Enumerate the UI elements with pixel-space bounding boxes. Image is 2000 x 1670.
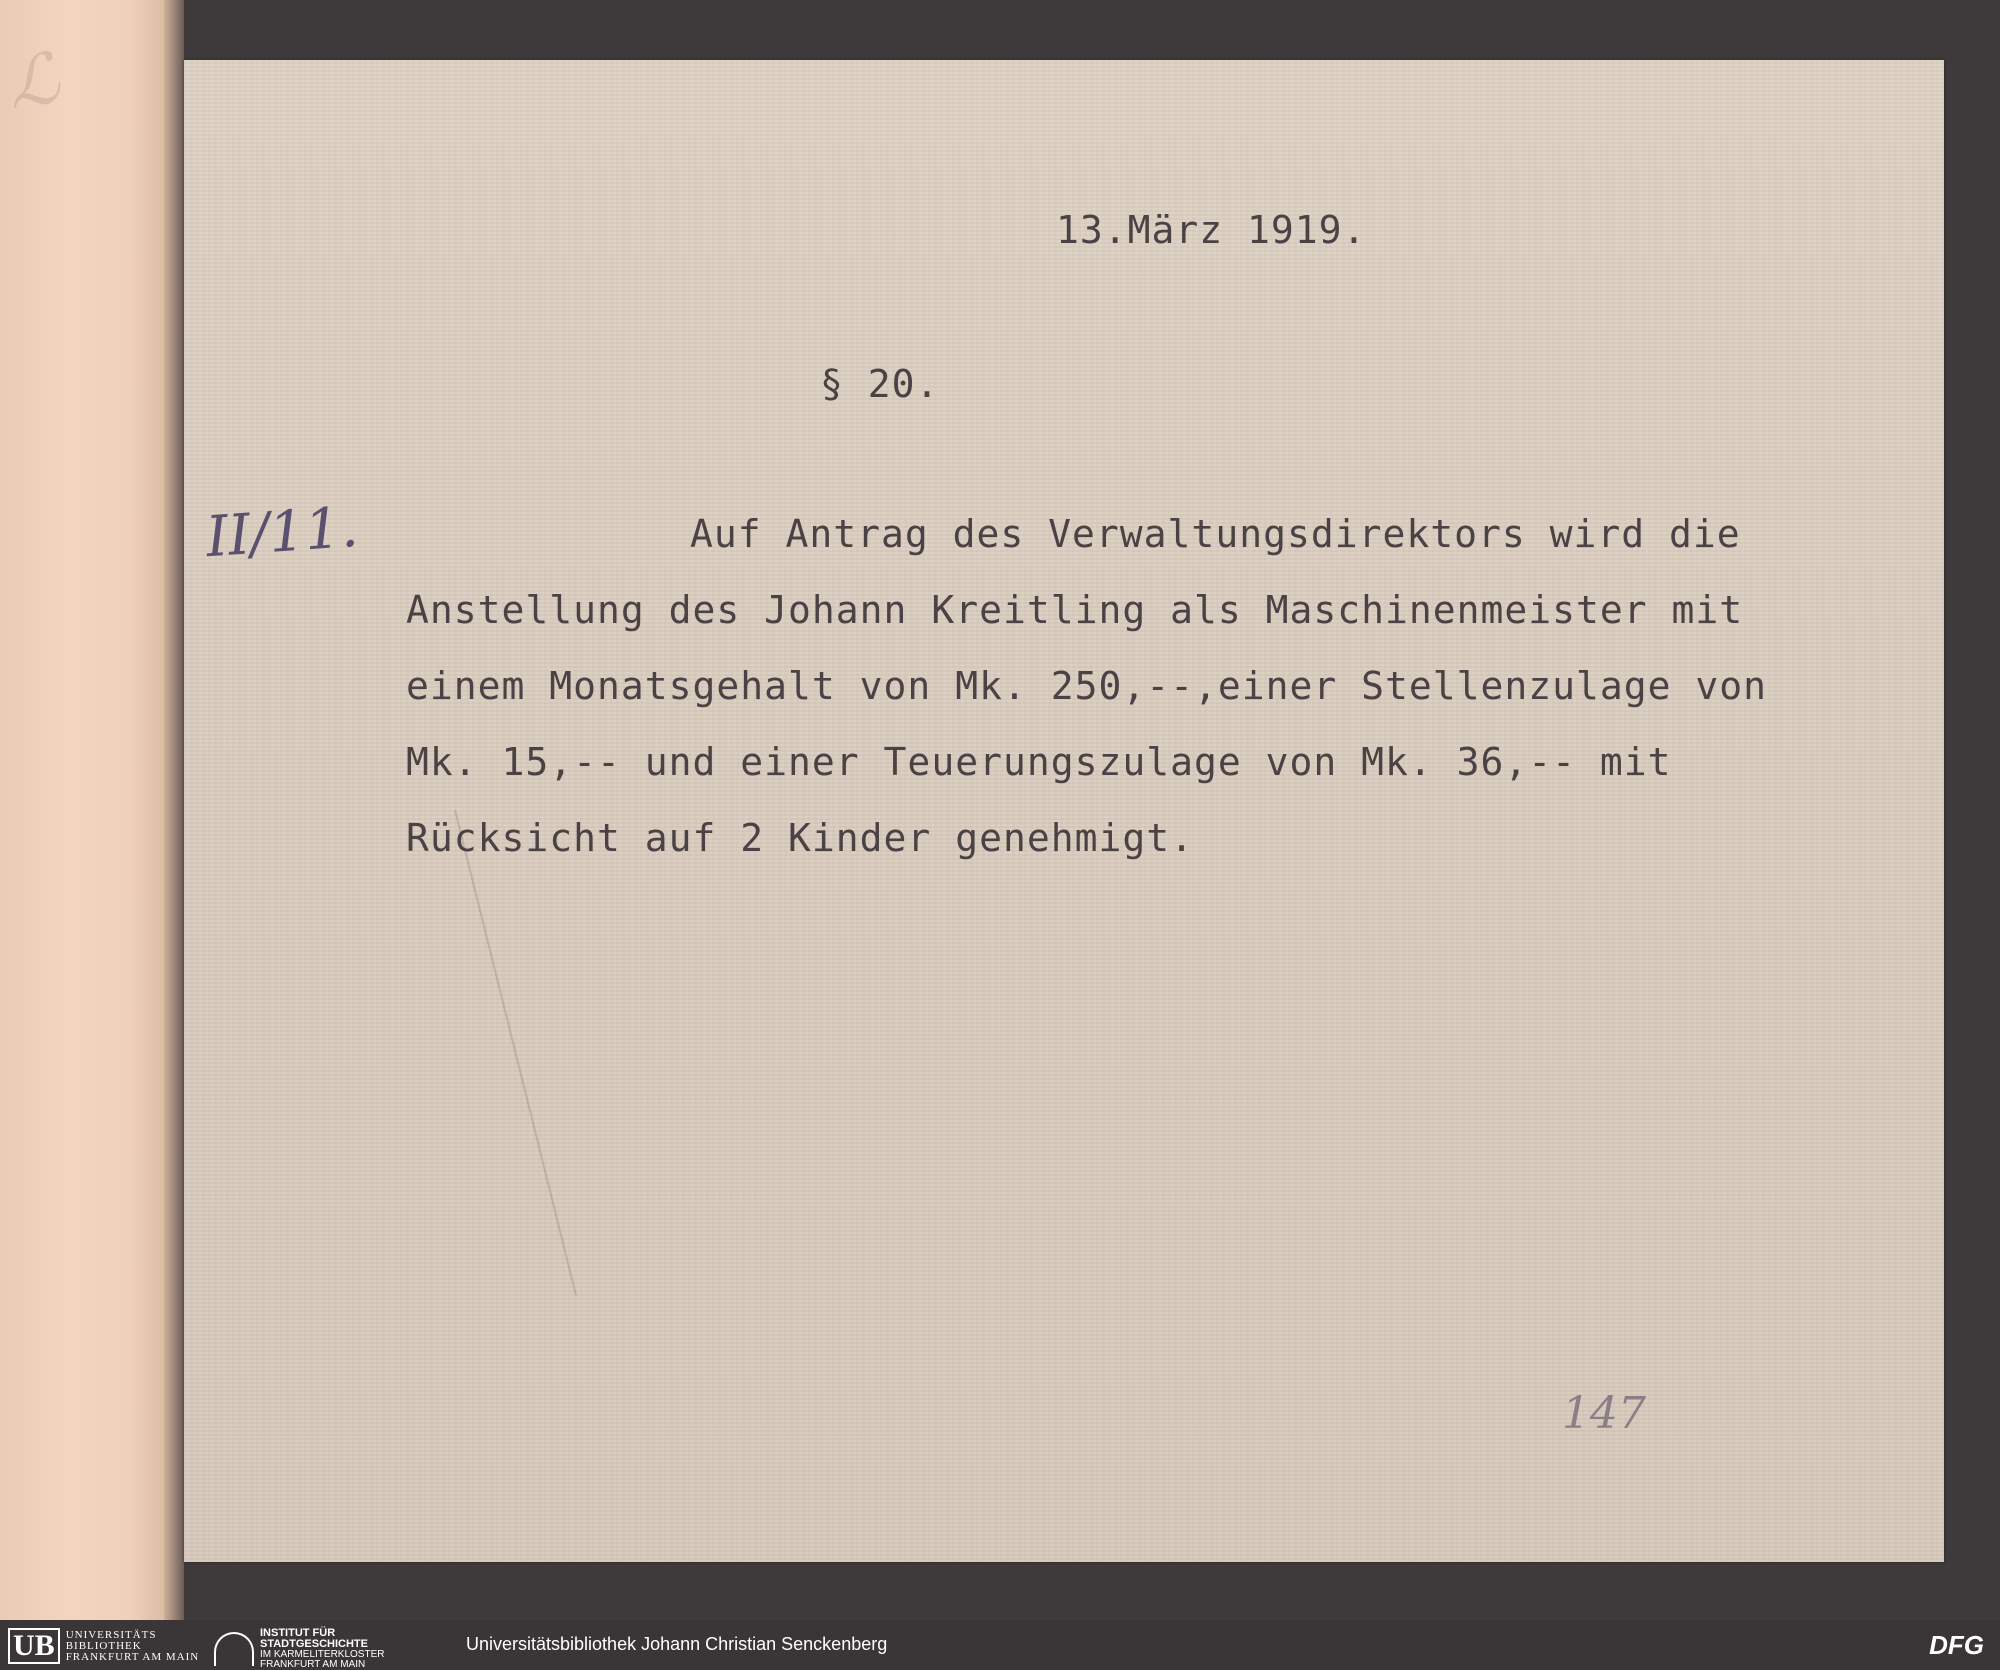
dfg-logo[interactable]: DFG [1929,1630,1984,1660]
section-heading: § 20. [820,362,940,406]
ub-logo-line: UNIVERSITÄTS [65,1628,157,1641]
ub-logo-line: BIBLIOTHEK [65,1639,142,1652]
ub-logo[interactable] [8,1628,199,1664]
isg-logo-line: IM KARMELITERKLOSTER [260,1649,385,1660]
isg-logo-line: FRANKFURT AM MAIN [260,1659,366,1670]
isg-logo-line: STADTGESCHICHTE [260,1638,368,1650]
body-text-line: Mk. 15,-- und einer Teuerungszulage von Mk. 36,-- mit [406,740,1672,784]
folder-pencil-mark: ℒ [2,36,64,126]
ub-logo-text [66,1630,200,1663]
body-text-line: Auf Antrag des Verwaltungsdirektors wird die [690,512,1741,556]
handwritten-page-number: 147 [1562,1388,1646,1439]
paper-crease [454,810,577,1296]
isg-logo[interactable] [214,1628,384,1670]
body-text-line: einem Monatsgehalt von Mk. 250,--,einer Stellenzulage von [406,664,1768,708]
body-text-line: Anstellung des Johann Kreitling als Maschinenmeister mit [406,588,1744,632]
footer-bar [0,1620,2000,1670]
folder-page [0,0,172,1620]
ub-logo-mark: UB [8,1628,60,1664]
body-text-line: Rücksicht auf 2 Kinder genehmigt. [406,816,1194,860]
document-date: 13.März 1919. [1056,208,1367,252]
footer-caption: Universitätsbibliothek Johann Christian Senckenberg [466,1634,888,1654]
handwritten-margin-note: II/11. [203,494,361,571]
isg-logo-text [260,1628,384,1670]
ub-logo-line: FRANKFURT AM MAIN [65,1650,200,1663]
folder-edge [164,0,184,1620]
paper-sheet [184,60,1944,1562]
arch-icon [214,1632,254,1666]
isg-logo-line: INSTITUT FÜR [260,1627,336,1639]
